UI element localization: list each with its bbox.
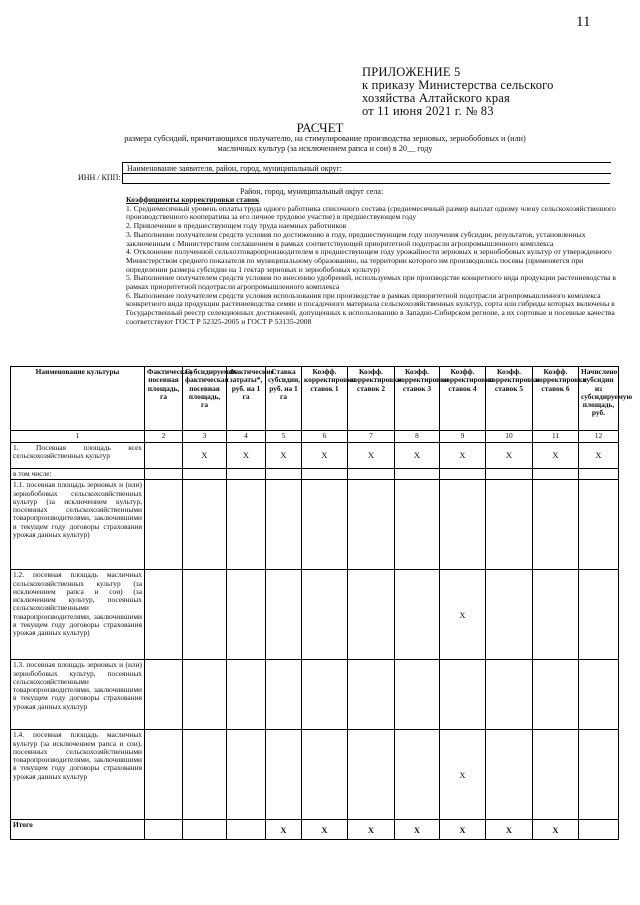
column-header: Коэфф. корректировки ставок 4 [440,367,486,431]
table-cell[interactable] [533,730,579,820]
document-title: РАСЧЕТ [296,120,344,135]
table-cell: X [266,820,302,840]
row-label: 1.4. посевная площадь масличных культур (за исключением рапса и сои), посеянных сельскохозяйственными товаропроизводителями, заключившими в текущем году договоры страхования урожая данных культур [11,730,145,820]
column-number: 11 [533,431,579,443]
table-cell[interactable] [579,480,619,570]
coefficient-item: 6. Выполнение получателем средств условия использования при производстве в рамках приоритетной подотрасли агропромышленного комплекса конкретного вида продукции растениеводства семян и посадочного материала сельскохозяйственных культур, сорта или гибриды которых включены в Государственный реестр селекционных достижений, допущенных к использованию в Западно-Сибирском регионе, а их сортовые и посевные качества соответствуют ГОСТ Р 52325-2005 и ГОСТ Р 53135-2008 [126,290,615,326]
table-cell: X [486,443,533,469]
table-cell[interactable] [533,570,579,660]
table-cell[interactable] [579,730,619,820]
table-cell[interactable] [440,480,486,570]
table-cell [579,469,619,480]
table-cell[interactable] [302,660,348,730]
table-cell[interactable] [266,660,302,730]
coefficient-item: 2. Привлечение в предшествующем году труда наемных работников [126,221,347,231]
column-header: Коэфф. корректировки ставок 2 [348,367,395,431]
column-number: 7 [348,431,395,443]
applicant-block [78,162,610,184]
table-cell[interactable] [183,570,227,660]
table-cell [145,469,183,480]
column-number: 2 [145,431,183,443]
table-cell[interactable] [302,730,348,820]
table-cell[interactable] [145,570,183,660]
coefficient-item: 3. Выполнение получателем средств условия по достижению в году, предшествующем году получения субсидии, результатов, установленных заключенным с Министерством соглашением в рамках соответствующей приоритетной подотрасли агропромышленного комплекса [126,229,586,248]
column-number: 12 [579,431,619,443]
table-cell [486,469,533,480]
table-cell: X [227,443,266,469]
coefficient-item: 5. Выполнение получателем средств условия по внесению удобрений, используемых при производстве конкретного вида продукции растениеводства в рамках приоритетной подотрасли агропромышленного комплекса [126,273,616,292]
table-cell[interactable] [395,480,440,570]
divider [122,183,610,184]
table-cell[interactable] [486,730,533,820]
appendix-header [362,66,554,118]
appendix-line-3: хозяйства Алтайского края [362,91,510,105]
column-header: Фактические затраты*, руб. на 1 га [227,367,266,431]
table-row [11,443,619,469]
table-cell[interactable] [183,480,227,570]
table-cell: X [183,443,227,469]
column-header: Субсидируемая фактическая посевная площадь, га [183,367,227,431]
table-cell[interactable] [348,480,395,570]
column-number: 1 [11,431,145,443]
table-cell[interactable] [145,480,183,570]
table-cell[interactable] [533,480,579,570]
appendix-line-1: ПРИЛОЖЕНИЕ 5 [362,65,461,79]
table-cell: X [302,443,348,469]
column-header: Коэфф. корректировки ставок 5 [486,367,533,431]
table-cell[interactable] [145,443,183,469]
table-cell [395,469,440,480]
table-cell[interactable] [348,570,395,660]
table-cell[interactable] [266,480,302,570]
coefficients-section [126,196,616,327]
row-label: 1.2. посевная площадь масличных сельскохозяйственных культур (за исключением рапса и сои) (за исключением культур, посеянных сельскохозяйственными товаропроизводителями, заключившими в текущем году договоры страхования урожая данных культур) [11,570,145,660]
row-label: Итого [11,820,145,840]
table-cell [533,469,579,480]
column-header: Начислено субсидии из субсидируемую площадь, руб. [579,367,619,431]
column-number: 6 [302,431,348,443]
column-header: Фактическая посевная площадь, га [145,367,183,431]
table-cell [266,469,302,480]
column-header: Коэфф. корректировки ставок 3 [395,367,440,431]
row-label: в том числе: [11,469,145,480]
table-cell[interactable] [302,480,348,570]
table-cell[interactable] [183,730,227,820]
appendix-line-2: к приказу Министерства сельского [362,78,554,92]
table-cell[interactable] [486,660,533,730]
table-row-total [11,820,619,840]
table-cell[interactable] [440,660,486,730]
table-cell: X [533,443,579,469]
table-cell[interactable] [348,730,395,820]
table-cell[interactable] [145,730,183,820]
table-cell[interactable] [395,570,440,660]
column-number: 5 [266,431,302,443]
page-number: 11 [576,14,591,30]
table-cell[interactable] [348,660,395,730]
table-cell[interactable] [486,570,533,660]
table-cell[interactable] [395,660,440,730]
coefficients-heading: Коэффициенты корректировки ставок [126,195,260,204]
table-cell[interactable] [302,570,348,660]
table-row [11,480,619,570]
table-cell[interactable] [579,660,619,730]
table-cell: X [348,820,395,840]
subsidy-table [10,366,633,840]
column-header: Коэфф. корректировки ставок 1 [302,367,348,431]
column-number-row [11,431,619,443]
column-header: Наименование культуры [11,367,145,431]
table-cell[interactable] [395,730,440,820]
district-label: Район, город, муниципальный округ села: [240,187,384,196]
table-cell: X [486,820,533,840]
table-row [11,730,619,820]
table-cell[interactable] [227,570,266,660]
document-subtitle: размера субсидий, причитающихся получателю, на стимулирование производства зерновых, зернобобовых и (или) масличных культур (за исключением рапса и сои) в 20__ году [124,134,526,153]
table-cell[interactable] [227,480,266,570]
table-row [11,660,619,730]
table-row [11,570,619,660]
table-cell[interactable] [183,660,227,730]
table-header-row [11,367,619,431]
table-cell [183,469,227,480]
column-header: Коэфф. корректировки ставок 6 [533,367,579,431]
table-cell: X [266,443,302,469]
table-cell[interactable] [183,820,227,840]
table-cell: X [395,820,440,840]
column-number: 8 [395,431,440,443]
table-cell: X [440,730,486,820]
row-label: 1.3. посевная площадь зерновых и (или) зернобобовых культур, посеянных сельскохозяйственными товаропроизводителями, заключившими в текущем году договоры страхования урожая данных культур [11,660,145,730]
coefficient-item: 1. Среднемесячный уровень оплаты труда одного работника списочного состава (среднемесячный размер выплат одному члену сельскохозяйственного производственного кооператива за его личное трудовое участие) в предшествующем году [126,203,616,222]
appendix-line-4: от 11 июня 2021 г. № 83 [362,104,494,118]
table-cell[interactable] [533,660,579,730]
row-label: 1. Посевная площадь всех сельскохозяйственных культур [11,443,145,469]
table-cell[interactable] [486,480,533,570]
table-cell: X [395,443,440,469]
table-cell[interactable] [579,570,619,660]
table-cell: X [579,443,619,469]
table-cell[interactable] [227,660,266,730]
table-cell[interactable] [227,730,266,820]
table-cell [440,469,486,480]
table-cell[interactable] [266,570,302,660]
table-cell[interactable] [579,820,619,840]
table-cell[interactable] [145,660,183,730]
column-header: Ставка субсидии, руб. на 1 га [266,367,302,431]
table-cell [227,469,266,480]
table-cell: X [533,820,579,840]
table-cell: X [440,570,486,660]
inn-kpp-label: ИНН / КПП: [78,173,121,182]
table-cell[interactable] [227,820,266,840]
table-row [11,469,619,480]
applicant-field[interactable] [122,162,611,174]
table-cell: X [440,443,486,469]
column-number: 4 [227,431,266,443]
table-cell[interactable] [266,730,302,820]
table-cell: X [440,820,486,840]
row-label: 1.1. посевная площадь зерновых и (или) зернобобовых сельскохозяйственных культур (за исключением культур, посеянных сельскохозяйственными товаропроизводителями, заключившими в текущем году договоры страхования урожая данных культур) [11,480,145,570]
table-cell: X [348,443,395,469]
table-cell [348,469,395,480]
table-cell: X [302,820,348,840]
column-number: 3 [183,431,227,443]
table-cell[interactable] [145,820,183,840]
coefficient-item: 4. Отклонение полученной сельхозтоваропроизводителем в предшествующем году урожайности зерновых и зернобобовых культур от утвержденного Министерством среднего показателя по муниципальному образованию, на территории которого им производились посевы (применяется при определении размера субсидии на 1 гектар зерновых и зернобобовых культур) [126,247,612,274]
applicant-label: Наименование заявителя, район, город, муниципальный округ: [127,164,342,173]
table-cell [302,469,348,480]
column-number: 9 [440,431,486,443]
column-number: 10 [486,431,533,443]
